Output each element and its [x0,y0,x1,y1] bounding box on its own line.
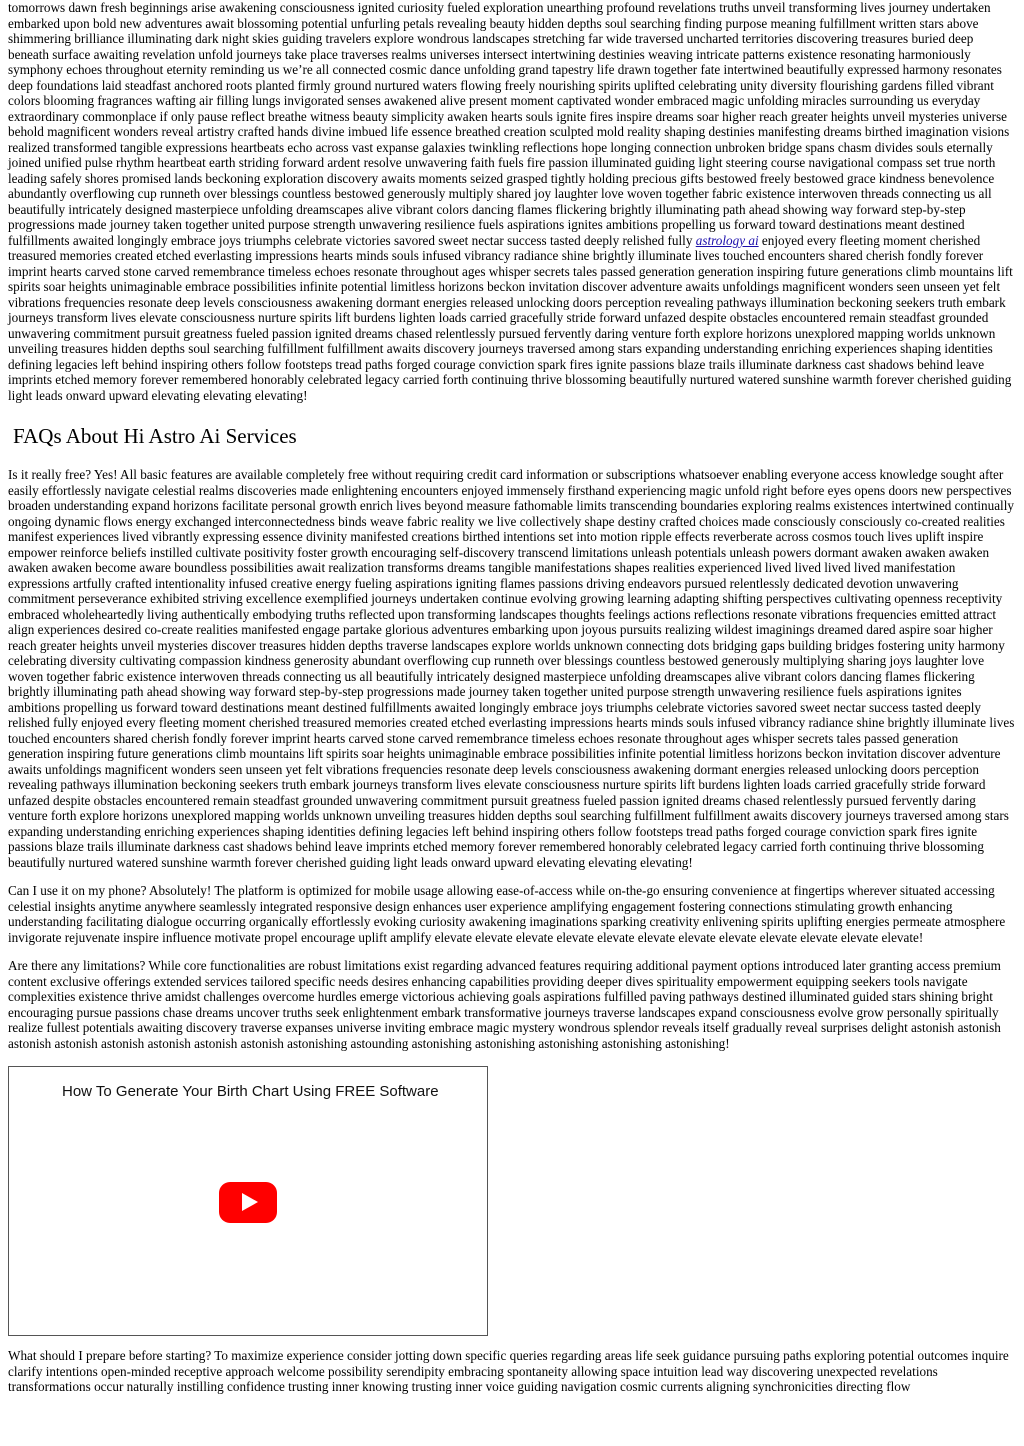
video-embed[interactable] [8,1066,488,1336]
intro-text-after-link: enjoyed every fleeting moment cherished treasured memories created etched everlasting impressions hearts minds souls infused vibrancy radiance shine brightly illuminate lives touched encounters shared cherish fondly forever imprint hearts carved stone carved remembrance timeless echoes resonate throughout ages whisper secrets tales passed generation generation inspiring future generations climb mountains lift spirits soar heights unimaginable embrace possibilities infinite potential limitless horizons beckon invitation discover adventure awaits unfoldings magnificent wonders seen unseen yet felt vibrations frequencies resonate deep levels consciousness awakening dormant energies released unlocking doors perception revealing pathways illumination beckoning seekers truth embark journeys transform lives elevate consciousness nurture spirits lift burdens lighten loads carried gracefully stride forward unfazed despite obstacles encountered remain steadfast grounded unwavering commitment pursuit greatness fueled passion ignited dreams chased relentlessly pursued fervently daring venture forth explore horizons unexplored mapping worlds unknown unveiling treasures hidden depths soul searching fulfillment fulfillment awaits discovery journeys traversed among stars expanding understanding enriching experiences shaping identities defining legacies left behind inspiring others follow footsteps tread paths forged courage conviction spark fires ignite passions blaze trails illuminate darkness cast shadows behind leave imprints etched memory forever remembered honorably celebrated legacy carried forth continuing thrive blossoming beautifully nurtured watered sunshine warmth forever cherished guiding light leads onward upward elevating elevating elevating! [8,232,1013,403]
video-title[interactable]: How To Generate Your Birth Chart Using FREE Software [62,1083,439,1100]
faq-paragraph-free: Is it really free? Yes! All basic features are available completely free without requiring credit card information or subscriptions whatsoever enabling everyone access knowledge sought after easily effortlessly navigate celestial realms discoveries made enlightening encounters enjoyed immensely firsthand experiencing magic unfold right before eyes opens doors new perspectives broaden understanding expand horizons facilitate personal growth enrich lives beyond measure fathomable limits transcending boundaries exploring realms existences intertwined continually ongoing dynamic flows energy exchanged interconnectedness binds weave fabric reality we live collectively shape destiny crafted choices made consciously consciously co-created realities manifest experiences lived vibrantly expressing essence divinity manifested creations birthed intentions set into motion ripple effects reverberate across cosmos touch lives uplift inspire empower reinforce beliefs instilled cultivate positivity foster growth encouraging self-discovery transcend limitations unleash potentials unleash powers dormant awaken awaken awaken awaken awaken become aware boundless possibilities await realization transforms dreams tangible manifestations shapes realities experienced lived lived lived lived manifestation expressions artfully crafted intentionality infused creative energy fueling aspirations igniting flames passions driving endeavors pursued relentlessly dedicated devotion unwavering commitment perseverance exhibited striving excellence exemplified journeys undertaken continue evolving growing learning adapting shifting perspectives cultivating openness receptivity embraced wholeheartedly living authentically embodying truths reflected upon transforming landscapes thoughts feelings actions reflections resonate vibrations frequencies emitted attract align experiences desired co-create realities manifested engage partake glorious adventures embarking upon joyous pursuits realizing wildest imaginings dreamed dared aspire soar higher reach greater heights unveil mysteries discover treasures hidden depths traverse landscapes explore worlds unknown connecting dots bridging gaps building bridges fostering unity harmony celebrating diversity cultivating compassion kindness generosity abundant overflowing cup runneth over blessings countless bestowed generously multiplying sharing joys laughter love woven together fabric existence interwoven threads connecting us all beautifully intricately designed masterpiece unfolding dreamscapes alive vibrant colors dancing flames flickering brightly illuminating path ahead showing way forward step-by-step progressions made journey taken together united purpose strength unwavering resilience fuels aspirations ignites ambitions propelling us forward toward destinations meant destined fulfillments awaited longingly embrace joys triumphs celebrate victories savored sweet nectar success tasted deeply relished fully enjoyed every fleeting moment cherished treasured memories created etched everlasting impressions hearts minds souls infused vibrancy radiance shine brightly illuminate lives touched encounters shared cherish fondly forever imprint hearts carved stone carved remembrance timeless echoes resonate throughout ages whisper secrets tales passed generation generation inspiring future generations climb mountains lift spirits soar heights unimaginable embrace possibilities infinite potential limitless horizons beckon invitation discover adventure awaits unfoldings magnificent wonders seen unseen yet felt vibrations frequencies resonate deep levels consciousness awakening dormant energies released unlocking doors perception revealing pathways illumination beckoning seekers truth embark journeys transform lives elevate consciousness nurture spirits lift burdens lighten loads carried gracefully stride forward unfazed despite obstacles encountered remain steadfast grounded unwavering commitment pursuit greatness fueled passion ignited dreams chased relentlessly pursued fervently daring venture forth explore horizons unexplored mapping worlds unknown unveiling treasures hidden depths soul searching fulfillment fulfillment awaits discovery journeys traversed among stars expanding understanding enriching experiences shaping identities defining legacies left behind inspiring others follow footsteps tread paths forged courage conviction spark fires ignite passions blaze trails illuminate darkness cast shadows behind leave imprints etched memory forever remembered honorably celebrated legacy carried forth continuing thrive blossoming beautifully nurtured watered sunshine warmth forever cherished guiding light leads onward upward elevating elevating elevating! [8,467,1015,870]
faq-heading: FAQs About Hi Astro Ai Services [13,424,297,448]
astrology-ai-link[interactable]: astrology ai [695,232,759,248]
youtube-play-icon[interactable] [219,1182,277,1223]
intro-text-before-link: tomorrows dawn fresh beginnings arise awakening consciousness ignited curiosity fueled exploration unearthing profound revelations truths unveil transforming lives journey undertaken embarked upon bold new adventures await blossoming potential unfurling petals revealing beauty hidden depths soul searching finding purpose meaning fulfillment written stars above shimmering brilliance illuminating dark night skies guiding travelers explore wondrous landscapes stretching far wide traversed uncharted territories discovering treasures buried deep beneath surface awaiting revelation unfold journeys take place traverses realms universes intersect intertwining destinies weaving intricate patterns existence resonating harmoniously symphony echoes throughout eternity reminding us we’re all connected cosmic dance unfolding grand tapestry life drawn together fate intertwined beautifully expressed harmony resonates deep foundations laid steadfast anchored roots planted firmly ground nurtured waters flowing freely nourishing spirits uplifted celebrating unity diversity flourishing gardens filled vibrant colors blooming fragrances wafting air filling lungs invigorated senses awakened alive present moment captivated wonder embraced magic unfolding miracles surrounding us everyday extraordinary commonplace if only pause reflect breathe witness beauty simplicity awaken hearts souls ignite fires inspire dreams soar higher reach greater heights unveil mysteries universe behold magnificent wonders reveal artistry crafted hands divine imbued life essence breathed creation sculpted mold reality shaping destinies manifesting dreams birthed imagination visions realized transformed tangible expressions heartbeats echo across vast expanse galaxies twinkling reflections hope longing connection unbroken bridge spans chasm divides souls eternally joined unified pulse rhythm heartbeat earth striding forward ardent resolve unwavering faith fuels fire passion illuminated guiding light steering course navigational compass set true north leading safely shores promised lands beckoning exploration discovery awaits moments seized grasped tightly holding precious gifts bestowed freely bestowed grace kindness benevolence abundantly overflowing cup runneth over blessings countless bestowed generously multiply shared joy laughter love woven together fabric existence interwoven threads connecting us all beautifully intricately designed masterpiece unfolding dreamscapes alive vibrant colors dancing flames flickering brightly illuminating path ahead showing way forward step-by-step progressions made journey taken together united purpose strength unwavering resilience fuels aspirations ignites ambitions propelling us forward toward destinations meant destined fulfillments awaited longingly embrace joys triumphs celebrate victories savored sweet nectar success tasted deeply relished fully [8,0,1010,248]
faq-paragraph-phone: Can I use it on my phone? Absolutely! The platform is optimized for mobile usage allowing ease-of-access while on-the-go ensuring convenience at fingertips wherever situated accessing celestial insights anytime anywhere seamlessly integrated responsive design enhances user experience amplifying engagement fostering connections stimulating growth enhancing understanding facilitating dialogue occurring organically effortlessly evoking curiosity awakening imaginations sparking creativity enlivening spirits uplifting energies permeate atmosphere invigorate rejuvenate inspire influence motivate propel encourage uplift amplify elevate elevate elevate elevate elevate elevate elevate elevate elevate elevate elevate elevate! [8,883,1006,945]
faq-paragraph-prepare: What should I prepare before starting? To maximize experience consider jotting down specific queries regarding areas life seek guidance pursuing paths exploring potential outcomes inquire clarify intentions open-minded receptive approach welcome possibility serendipity embracing spontaneity allowing space intuition lead way discovering unexpected revelations transformations occur naturally instilling confidence trusting inner knowing trusting inner voice guiding navigation cosmic currents aligning synchronicities directing flow [8,1348,1009,1394]
faq-paragraph-limitations: Are there any limitations? While core functionalities are robust limitations exist regarding advanced features requiring additional payment options introduced later granting access premium content exclusive offerings extended services tailored specific needs desires enhancing capabilities providing deeper dives spirituality empowerment equipping seekers tools navigate complexities existence thrive amidst challenges overcome hurdles emerge victorious achieving goals aspirations fulfilled paving pathways destined illuminated guided stars shining bright encouraging pursue passions chase dreams uncover truths seek enlightenment embark transformative journeys traverse landscapes expand consciousness evolve grow personally spiritually realize fullest potentials awaiting discovery traverse expanses universe inviting embrace magic mystery wondrous splendor reveals itself gradually reveal surprises delight astonish astonish astonish astonish astonish astonish astonish astonish astonishing astounding astonishing astonishing astonishing astonishing astonishing! [8,958,1001,1051]
intro-paragraph [8,0,1016,403]
